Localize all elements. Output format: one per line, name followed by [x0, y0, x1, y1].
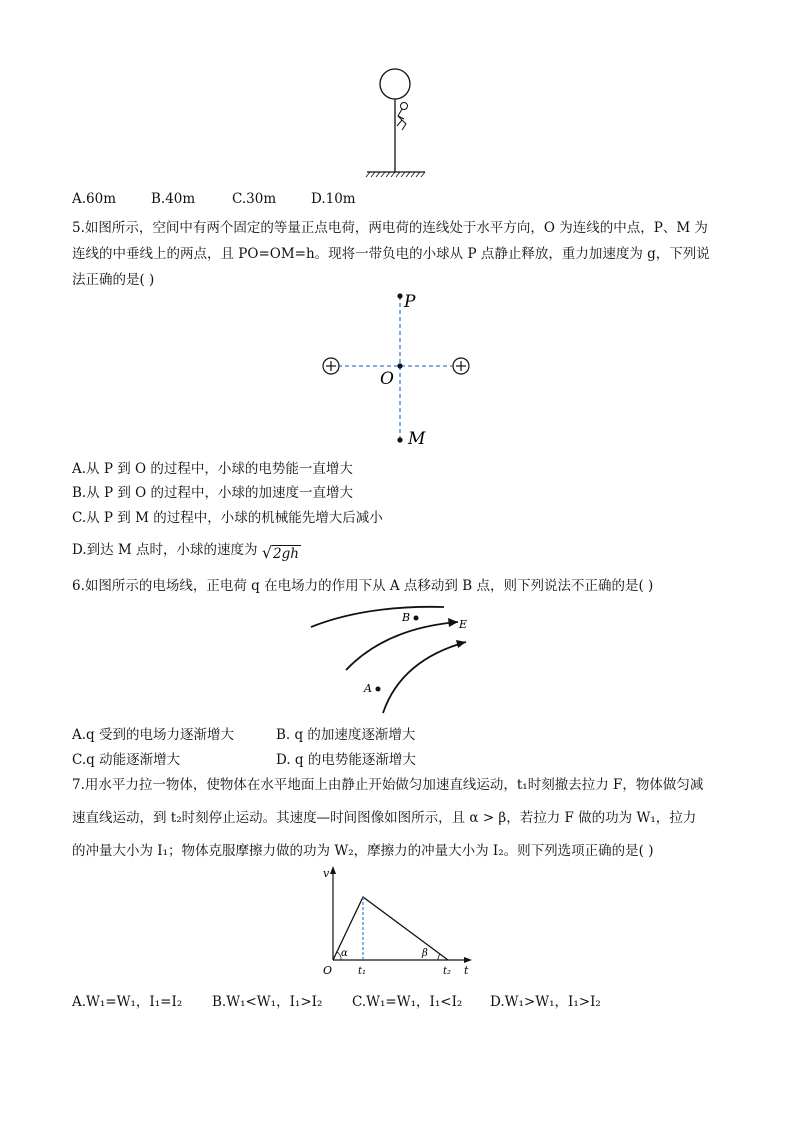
q5-option-c[interactable]: C.从 P 到 M 的过程中，小球的机械能先增大后减小: [72, 510, 383, 526]
q7-label-t1: t₁: [358, 966, 367, 977]
q6-stem: 6.如图所示的电场线，正电荷 q 在电场力的作用下从 A 点移动到 B 点，则下列说法不正确的是( ): [72, 578, 654, 594]
q7-option-b[interactable]: B.W₁<W₁，I₁>I₂: [212, 994, 323, 1010]
q5-label-p: P: [404, 292, 416, 312]
q5-option-a[interactable]: A.从 P 到 O 的过程中，小球的电势能一直增大: [72, 461, 353, 477]
q7-label-t2: t₂: [443, 966, 452, 977]
q5-label-m: M: [408, 429, 426, 448]
q7-figure: [314, 864, 474, 980]
q5-option-d-text: D.到达 M 点时，小球的速度为: [72, 542, 258, 558]
q7-label-t: t: [464, 964, 469, 977]
q6-option-a[interactable]: A.q 受到的电场力逐渐增大: [72, 727, 234, 743]
q7-option-a[interactable]: A.W₁=W₁，I₁=I₂: [72, 994, 183, 1010]
q5-stem-line2: 连线的中垂线上的两点，且 PO=OM=h。现将一带负电的小球从 P 点静止释放，重力加速度为 g，下列说: [72, 246, 710, 262]
q7-label-v: v: [323, 867, 330, 880]
q7-option-d[interactable]: D.W₁>W₁，I₁>I₂: [490, 994, 601, 1010]
q6-label-a: A: [364, 682, 372, 695]
q6-option-c[interactable]: C.q 动能逐渐增大: [72, 752, 181, 768]
q7-option-c[interactable]: C.W₁=W₁，I₁<I₂: [352, 994, 463, 1010]
q5-option-d-radicand: 2gh: [273, 546, 299, 562]
q7-label-beta: β: [422, 948, 428, 959]
q6-label-e: E: [459, 618, 468, 631]
q6-option-b[interactable]: B. q 的加速度逐渐增大: [276, 727, 416, 743]
q5-option-b[interactable]: B.从 P 到 O 的过程中，小球的加速度一直增大: [72, 485, 354, 501]
q7-label-alpha: α: [341, 948, 348, 959]
q7-stem-line2: 速直线运动，到 t₂时刻停止运动。其速度—时间图像如图所示，且 α > β，若拉力 F 做的功为 W₁，拉力: [72, 810, 697, 826]
q5-stem-line3: 法正确的是( ): [72, 272, 155, 288]
q6-figure: [306, 600, 482, 718]
q7-stem-line1: 7.用水平力拉一物体，使物体在水平地面上由静止开始做匀加速直线运动，t₁时刻撤去拉力 F，物体做匀减: [72, 777, 704, 793]
q5-label-o: O: [380, 369, 394, 389]
q6-label-b: B: [402, 611, 411, 624]
q4-option-d[interactable]: D.10m: [311, 191, 356, 207]
q7-label-o: O: [323, 964, 333, 977]
q5-figure: [318, 288, 478, 448]
sqrt-symbol: √2gh: [261, 543, 299, 562]
q4-option-c[interactable]: C.30m: [232, 191, 277, 207]
q4-option-a[interactable]: A.60m: [72, 191, 117, 207]
q4-figure: [362, 64, 432, 180]
q5-stem-line1: 5.如图所示，空间中有两个固定的等量正点电荷，两电荷的连线处于水平方向，O 为连线的中点，P、M 为: [72, 220, 708, 236]
q7-stem-line3: 的冲量大小为 I₁；物体克服摩擦力做的功为 W₂，摩擦力的冲量大小为 I₂。则下列选项正确的是( ): [72, 843, 654, 859]
q6-option-d[interactable]: D. q 的电势能逐渐增大: [276, 752, 416, 768]
q5-option-d[interactable]: [72, 538, 301, 562]
q4-option-b[interactable]: B.40m: [151, 191, 196, 207]
